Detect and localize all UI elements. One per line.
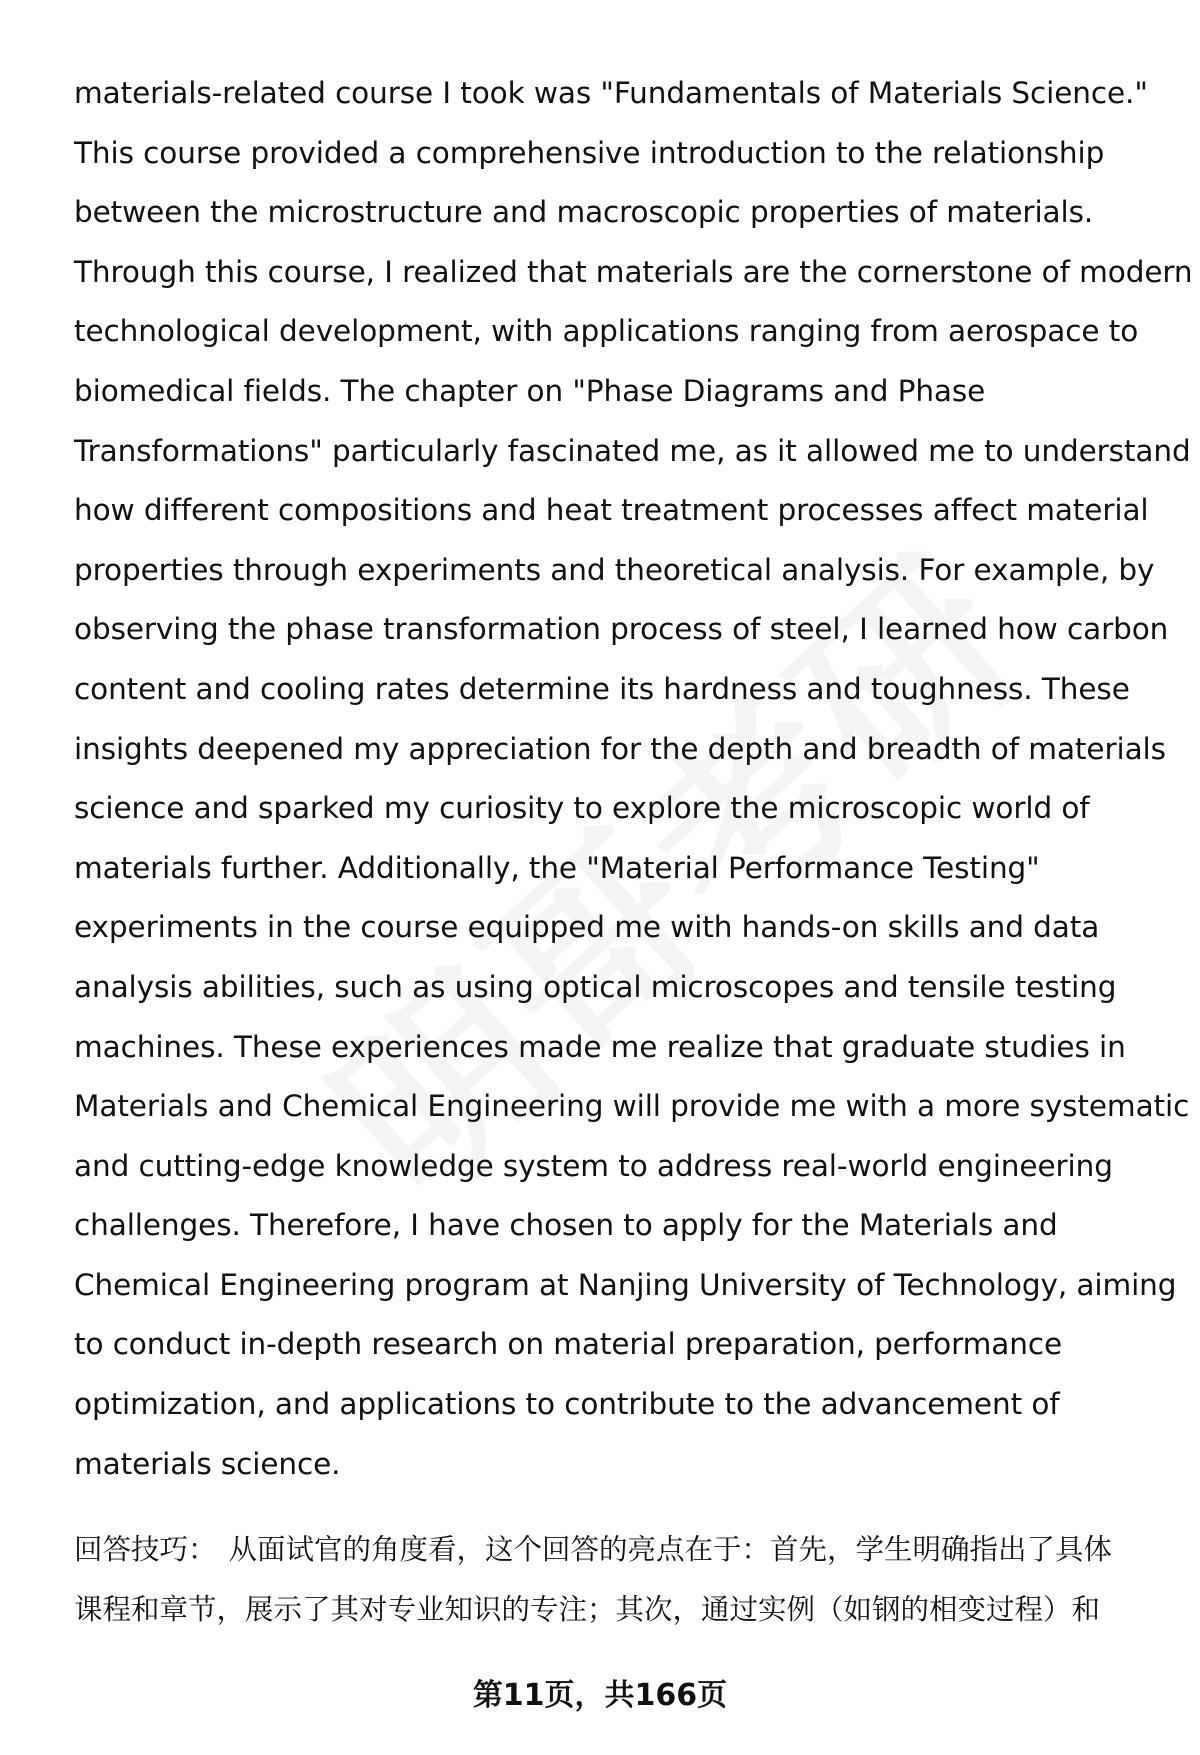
- body-paragraph: [74, 64, 1193, 1494]
- paragraph-line: observing the phase transformation process of steel, I learned how carbon: [74, 612, 1169, 647]
- paragraph-line: Transformations" particularly fascinated me, as it allowed me to understand: [74, 433, 1191, 468]
- tip-text: 从面试官的角度看，这个回答的亮点在于：首先，学生明确指出了具体: [228, 1533, 1113, 1566]
- paragraph-line: biomedical fields. The chapter on "Phase Diagrams and Phase: [74, 373, 986, 408]
- paragraph-line: challenges. Therefore, I have chosen to apply for the Materials and: [74, 1208, 1058, 1243]
- tip-line: 课程和章节，展示了其对专业知识的专注；其次，通过实例（如钢的相变过程）和: [74, 1593, 1101, 1626]
- paragraph-line: Chemical Engineering program at Nanjing University of Technology, aiming: [74, 1267, 1177, 1302]
- paragraph-line: Through this course, I realized that materials are the cornerstone of modern: [74, 254, 1193, 289]
- tip-line: [74, 1520, 1164, 1580]
- paragraph-line: materials-related course I took was "Fundamentals of Materials Science.": [74, 76, 1148, 110]
- paragraph-line: technological development, with applications ranging from aerospace to: [74, 314, 1139, 349]
- paragraph-line: Materials and Chemical Engineering will provide me with a more systematic: [74, 1089, 1190, 1124]
- paragraph-line: machines. These experiences made me realize that graduate studies in: [74, 1029, 1126, 1064]
- paragraph-line: insights deepened my appreciation for the depth and breadth of materials: [74, 731, 1166, 766]
- paragraph-line: materials further. Additionally, the "Material Performance Testing": [74, 850, 1040, 885]
- paragraph-line: experiments in the course equipped me with hands-on skills and data: [74, 910, 1100, 945]
- page-number: 第11页，共166页: [472, 1678, 728, 1713]
- paragraph-line: analysis abilities, such as using optical microscopes and tensile testing: [74, 969, 1117, 1004]
- tip-label: 回答技巧：: [74, 1533, 217, 1566]
- paragraph-line: content and cooling rates determine its hardness and toughness. These: [74, 671, 1130, 706]
- paragraph-line: science and sparked my curiosity to explore the microscopic world of: [74, 791, 1090, 826]
- paragraph-line: This course provided a comprehensive introduction to the relationship: [74, 135, 1105, 170]
- paragraph-line: between the microstructure and macroscopic properties of materials.: [74, 195, 1094, 230]
- paragraph-line: materials science.: [74, 1446, 341, 1481]
- paragraph-line: and cutting-edge knowledge system to address real-world engineering: [74, 1148, 1113, 1183]
- paragraph-line: to conduct in-depth research on material preparation, performance: [74, 1327, 1063, 1362]
- answer-tip: [74, 1520, 1164, 1640]
- paragraph-line: how different compositions and heat treatment processes affect material: [74, 493, 1149, 528]
- paragraph-line: properties through experiments and theoretical analysis. For example, by: [74, 552, 1155, 587]
- paragraph-line: optimization, and applications to contribute to the advancement of: [74, 1387, 1060, 1422]
